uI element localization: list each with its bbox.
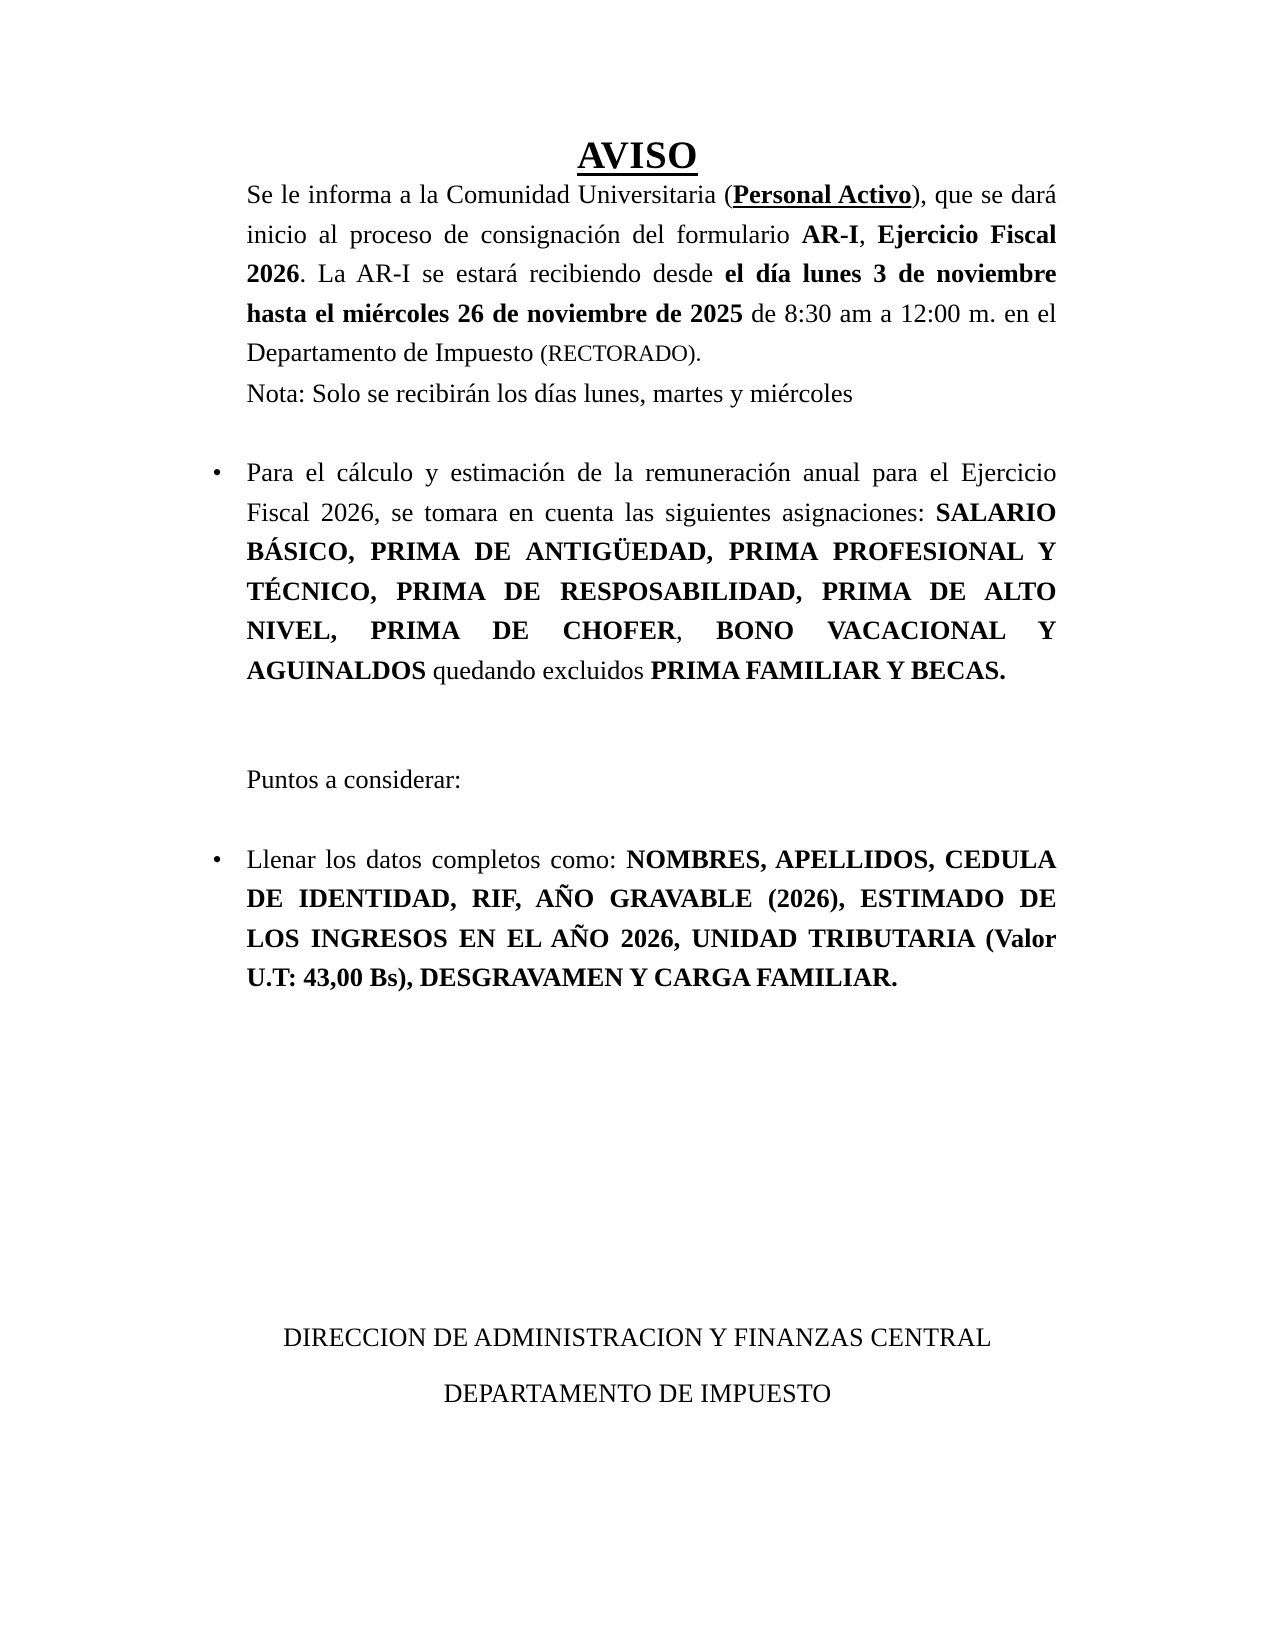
- text-run-0: Se le informa a la Comunidad Universitaria (: [246, 179, 733, 209]
- text-run-4: quedando excluidos: [426, 654, 651, 685]
- text-run-5: Ejercicio Fiscal 2026: [246, 218, 1057, 288]
- spacer-after-bullet-one: [247, 690, 1057, 730]
- page-title: [0, 0, 1275, 175]
- text-run-8: de 8:30 am a 12:00 m. en el Departamento de Impuesto: [246, 297, 1057, 367]
- text-run-2: ), que se dará inicio al proceso de consignación del formulario: [246, 179, 1057, 249]
- list-item: [212, 453, 1057, 690]
- text-run-5: PRIMA FAMILIAR Y BECAS.: [650, 654, 1006, 685]
- document-footer: [0, 1310, 1275, 1422]
- bullet-two-text: [247, 840, 1057, 998]
- page-title-text: AVISO: [576, 134, 698, 177]
- text-run-4: ,: [858, 218, 878, 249]
- text-run-1: SALARIO BÁSICO, PRIMA DE ANTIGÜEDAD, PRIMA PROFESIONAL Y TÉCNICO, PRIMA DE RESPOSABILIDAD, PRIMA DE ALTO NIVEL, PRIMA DE CHOFER: [246, 496, 1057, 645]
- text-run-9: (RECTORADO).: [540, 341, 702, 366]
- text-run-7: el día lunes 3 de noviembre hasta el miércoles 26 de noviembre de 2025: [246, 258, 1057, 328]
- footer-department-name: DEPARTAMENTO DE IMPUESTO: [443, 1379, 832, 1408]
- bullet-marker-icon: •: [212, 844, 222, 874]
- intro-paragraph: [247, 175, 1057, 374]
- text-run-3: AR-I: [801, 218, 859, 249]
- bullet-list-two: [212, 840, 1057, 998]
- text-run-1: Personal Activo: [732, 179, 912, 209]
- footer-department-direction: DIRECCION DE ADMINISTRACION Y FINANZAS CENTRAL: [283, 1323, 992, 1352]
- text-run-3: BONO VACACIONAL Y AGUINALDOS: [246, 615, 1057, 685]
- spacer-after-puntos: [247, 800, 1057, 840]
- list-item: [212, 840, 1057, 998]
- nota-line: Nota: Solo se recibirán los días lunes, martes y miércoles: [246, 377, 853, 408]
- spacer-after-nota: [247, 413, 1057, 453]
- bullet-list-one: [212, 453, 1057, 690]
- document-body: [212, 175, 1057, 998]
- text-run-0: Para el cálculo y estimación de la remuneración anual para el Ejercicio Fiscal 2026, se tomara en cuenta las siguientes asignaciones:: [246, 457, 1057, 527]
- text-run-1: NOMBRES, APELLIDOS, CEDULA DE IDENTIDAD, RIF, AÑO GRAVABLE (2026), ESTIMADO DE LOS INGRESOS EN EL AÑO 2026, UNIDAD TRIBUTARIA (Valor U.T: 43,00 Bs), DESGRAVAMEN Y CARGA FAMILIAR.: [246, 843, 1057, 992]
- puntos-a-considerar-label: Puntos a considerar:: [246, 764, 462, 794]
- text-run-6: . La AR-I se estará recibiendo desde: [299, 258, 725, 288]
- bullet-marker-icon: •: [212, 458, 222, 487]
- text-run-2: ,: [676, 615, 717, 645]
- bullet-one-text: [247, 453, 1057, 690]
- text-run-0: Llenar los datos completos como:: [246, 843, 627, 874]
- spacer-extra-one: [247, 730, 1057, 760]
